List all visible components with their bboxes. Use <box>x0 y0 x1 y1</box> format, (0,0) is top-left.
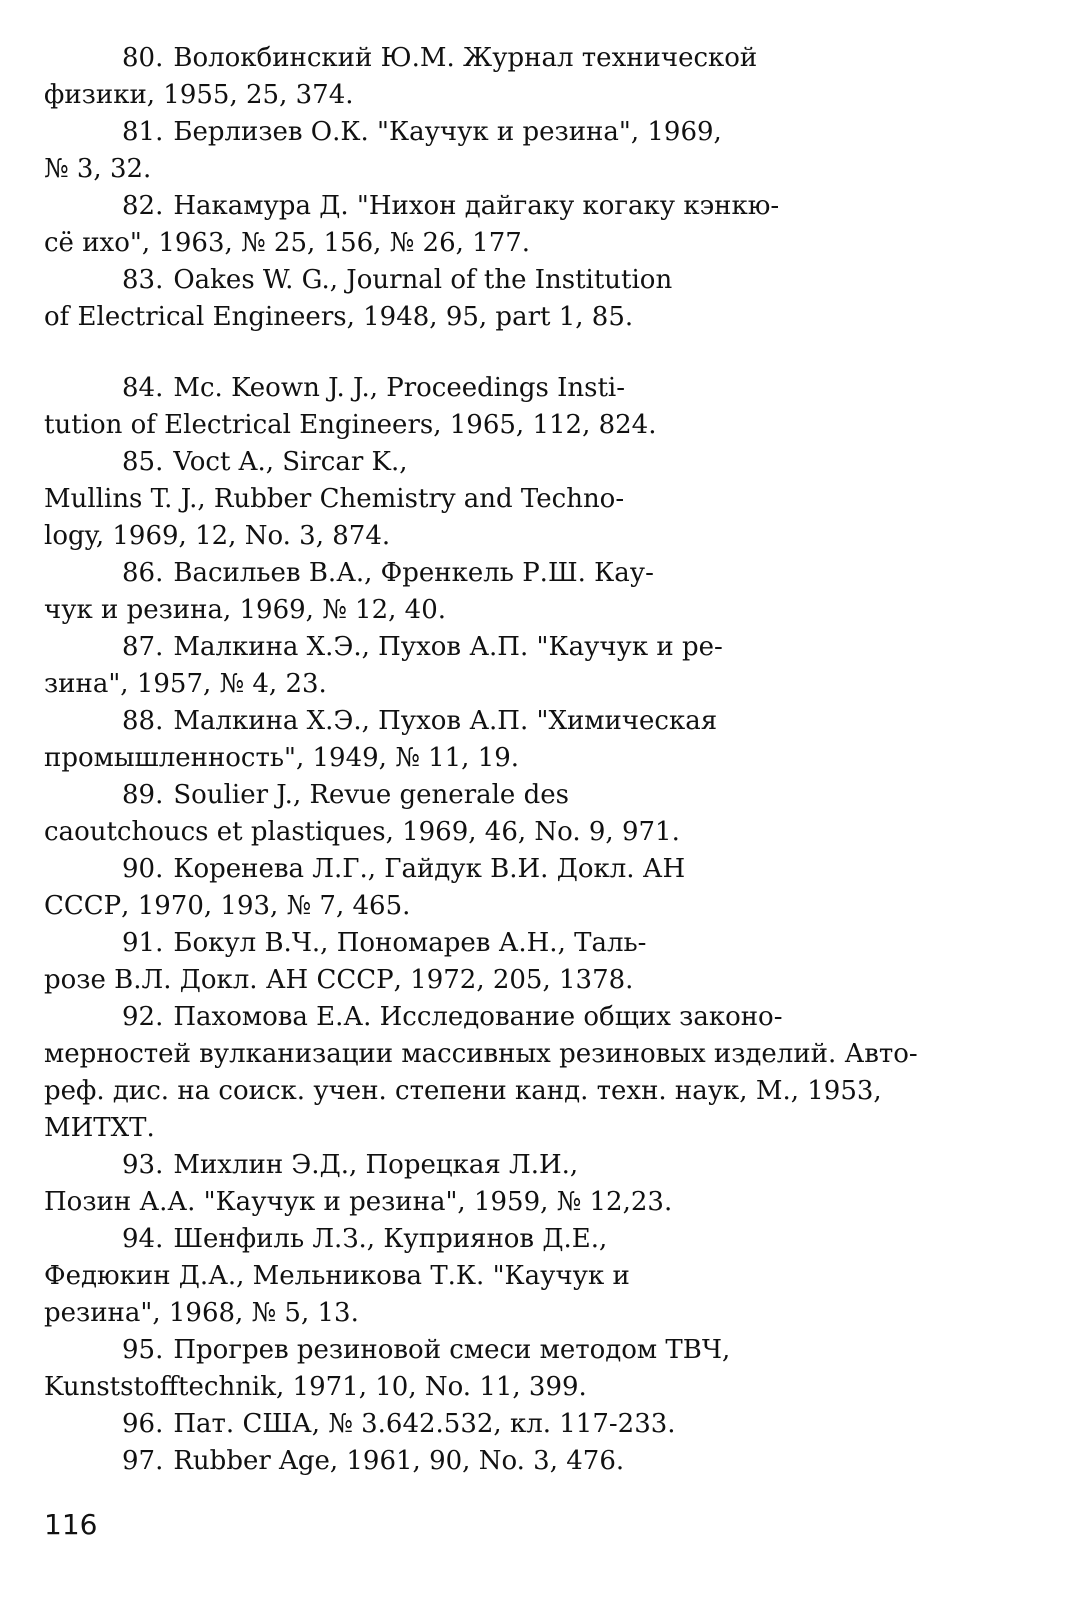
reference-text: Накамура Д. "Нихон дайгаку когаку кэнкю- <box>173 191 780 221</box>
reference-first-line <box>44 925 1034 962</box>
reference-text: СССР, 1970, 193, № 7, 465. <box>44 891 411 921</box>
reference-line <box>44 151 1034 188</box>
reference-item <box>44 370 1034 444</box>
reference-text: Коренева Л.Г., Гайдук В.И. Докл. АН <box>173 854 686 884</box>
reference-number: 80. <box>122 43 164 73</box>
reference-first-line <box>44 262 1034 299</box>
reference-text: of Electrical Engineers, 1948, 95, part 1, 85. <box>44 302 634 332</box>
reference-first-line <box>44 40 1034 77</box>
reference-first-line <box>44 188 1034 225</box>
reference-number: 94. <box>122 1224 164 1254</box>
reference-text: Васильев В.А., Френкель Р.Ш. Кау- <box>173 558 654 588</box>
reference-text: Малкина Х.Э., Пухов А.П. "Каучук и ре- <box>173 632 723 662</box>
reference-text: промышленность", 1949, № 11, 19. <box>44 743 520 773</box>
reference-item <box>44 703 1034 777</box>
reference-line <box>44 740 1034 777</box>
reference-line <box>44 962 1034 999</box>
reference-number: 91. <box>122 928 164 958</box>
reference-line <box>44 518 1034 555</box>
reference-first-line <box>44 629 1034 666</box>
reference-item <box>44 555 1034 629</box>
reference-number: 86. <box>122 558 164 588</box>
reference-first-line <box>44 1332 1034 1369</box>
reference-text: розе В.Л. Докл. АН СССР, 1972, 205, 1378. <box>44 965 634 995</box>
reference-item <box>44 851 1034 925</box>
section-gap <box>44 336 1034 370</box>
reference-first-line <box>44 114 1034 151</box>
reference-line <box>44 407 1034 444</box>
reference-text: logy, 1969, 12, No. 3, 874. <box>44 521 391 551</box>
reference-item <box>44 114 1034 188</box>
reference-line <box>44 888 1034 925</box>
reference-line <box>44 481 1034 518</box>
reference-line <box>44 299 1034 336</box>
reference-item <box>44 1332 1034 1406</box>
reference-line <box>44 1258 1034 1295</box>
reference-text: Rubber Age, 1961, 90, No. 3, 476. <box>173 1446 625 1476</box>
reference-first-line <box>44 555 1034 592</box>
reference-line <box>44 814 1034 851</box>
reference-first-line <box>44 703 1034 740</box>
reference-item <box>44 1443 1034 1480</box>
reference-number: 83. <box>122 265 164 295</box>
reference-number: 92. <box>122 1002 164 1032</box>
reference-number: 84. <box>122 373 164 403</box>
reference-line <box>44 77 1034 114</box>
reference-number: 82. <box>122 191 164 221</box>
reference-text: Soulier J., Revue generale des <box>173 780 569 810</box>
reference-text: реф. дис. на соиск. учен. степени канд. техн. наук, М., 1953, <box>44 1076 882 1106</box>
reference-text: зина", 1957, № 4, 23. <box>44 669 327 699</box>
references-page <box>44 40 1034 1560</box>
reference-text: Mc. Keown J. J., Proceedings Insti- <box>173 373 626 403</box>
reference-text: Прогрев резиновой смеси методом ТВЧ, <box>173 1335 731 1365</box>
reference-item <box>44 444 1034 555</box>
reference-first-line <box>44 1221 1034 1258</box>
reference-text: Позин А.А. "Каучук и резина", 1959, № 12,23. <box>44 1187 673 1217</box>
reference-line <box>44 1036 1034 1073</box>
reference-number: 81. <box>122 117 164 147</box>
reference-text: Бокул В.Ч., Пономарев А.Н., Таль- <box>173 928 647 958</box>
reference-text: Малкина Х.Э., Пухов А.П. "Химическая <box>173 706 718 736</box>
reference-item <box>44 262 1034 336</box>
reference-item <box>44 188 1034 262</box>
reference-text: Михлин Э.Д., Порецкая Л.И., <box>173 1150 579 1180</box>
reference-text: Шенфиль Л.З., Куприянов Д.Е., <box>173 1224 608 1254</box>
reference-list <box>44 40 1034 1480</box>
reference-line <box>44 1184 1034 1221</box>
reference-item <box>44 40 1034 114</box>
reference-text: Mullins T. J., Rubber Chemistry and Techno- <box>44 484 625 514</box>
reference-line <box>44 1110 1034 1147</box>
reference-text: Пахомова Е.А. Исследование общих законо- <box>173 1002 783 1032</box>
reference-number: 88. <box>122 706 164 736</box>
reference-number: 85. <box>122 447 164 477</box>
reference-item <box>44 925 1034 999</box>
reference-number: 89. <box>122 780 164 810</box>
reference-text: Берлизев О.К. "Каучук и резина", 1969, <box>173 117 722 147</box>
reference-first-line <box>44 1443 1034 1480</box>
reference-text: caoutchoucs et plastiques, 1969, 46, No. 9, 971. <box>44 817 680 847</box>
reference-text: резина", 1968, № 5, 13. <box>44 1298 359 1328</box>
reference-text: Федюкин Д.А., Мельникова Т.К. "Каучук и <box>44 1261 630 1291</box>
reference-text: физики, 1955, 25, 374. <box>44 80 354 110</box>
reference-number: 90. <box>122 854 164 884</box>
reference-text: tution of Electrical Engineers, 1965, 112, 824. <box>44 410 657 440</box>
reference-number: 96. <box>122 1409 164 1439</box>
reference-first-line <box>44 1147 1034 1184</box>
reference-text: сё ихо", 1963, № 25, 156, № 26, 177. <box>44 228 531 258</box>
reference-text: чук и резина, 1969, № 12, 40. <box>44 595 447 625</box>
reference-line <box>44 1073 1034 1110</box>
reference-text: Voct A., Sircar K., <box>173 447 408 477</box>
reference-line <box>44 1295 1034 1332</box>
reference-item <box>44 1147 1034 1221</box>
reference-item <box>44 777 1034 851</box>
reference-line <box>44 592 1034 629</box>
reference-text: МИТХТ. <box>44 1113 155 1143</box>
reference-number: 95. <box>122 1335 164 1365</box>
reference-item <box>44 629 1034 703</box>
reference-item <box>44 1221 1034 1332</box>
reference-item <box>44 1406 1034 1443</box>
reference-text: Пат. США, № 3.642.532, кл. 117-233. <box>173 1409 676 1439</box>
reference-line <box>44 1369 1034 1406</box>
reference-text: № 3, 32. <box>44 154 152 184</box>
reference-first-line <box>44 1406 1034 1443</box>
reference-number: 97. <box>122 1446 164 1476</box>
page-number: 116 <box>44 1508 98 1541</box>
reference-text: Oakes W. G., Journal of the Institution <box>173 265 673 295</box>
reference-line <box>44 666 1034 703</box>
reference-number: 93. <box>122 1150 164 1180</box>
reference-first-line <box>44 444 1034 481</box>
reference-first-line <box>44 370 1034 407</box>
reference-number: 87. <box>122 632 164 662</box>
reference-first-line <box>44 777 1034 814</box>
reference-text: Kunststofftechnik, 1971, 10, No. 11, 399. <box>44 1372 587 1402</box>
reference-first-line <box>44 999 1034 1036</box>
reference-first-line <box>44 851 1034 888</box>
reference-text: мерностей вулканизации массивных резиновых изделий. Авто- <box>44 1039 918 1069</box>
reference-item <box>44 999 1034 1147</box>
reference-text: Волокбинский Ю.М. Журнал технической <box>173 43 758 73</box>
reference-line <box>44 225 1034 262</box>
